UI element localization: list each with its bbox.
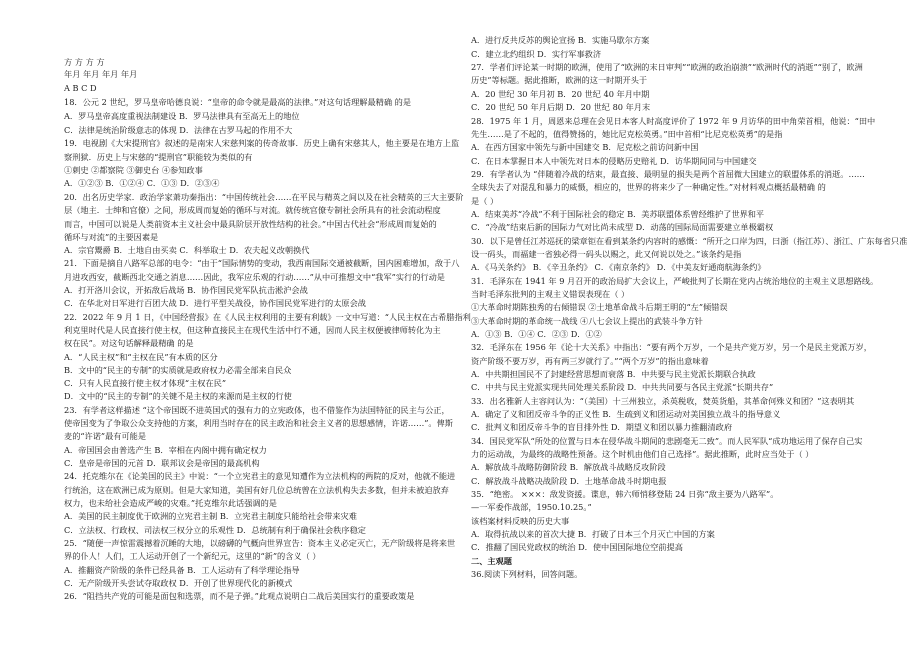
right-text-line: ③大革命时期的革命统一战线 ④八七会议上提出的武装斗争方针 (471, 316, 703, 326)
left-text-line: 18．公元 2 世纪，罗马皇帝哈德良说：“皇帝的命令就是最高的法律。”对这句话理解最精确 的是 (64, 97, 412, 107)
right-text-line: 28．1975 年 1 月，周恩来总理在会见日本客人时高度评价了 1972 年 9 月访华的田中角荣首相，他说：“田中 (471, 116, 876, 126)
left-text-line: 25．“随便一声惊雷震撼着沉睡的大地，以磅礴的气概向世界宣告：资本主义必定灭亡，无产阶级将是将来世 (64, 538, 456, 548)
left-text-line: 权力，也未给社会造成严峻的灾难。”托克维尔此话强调的是 (64, 498, 277, 508)
left-text-line: 而言，中国可以说是人类前资本主义社会中最具阶层开放性结构的社会。”中国古代社会“形成周而复始的 (64, 219, 437, 229)
left-text-line: 行统治，这在欧洲已成为原则。但是大家知道，美国有好几位总统曾在立法机构失去多数，但并未被迫放弃 (64, 485, 449, 495)
left-text-line: A．推翻资产阶级的条件已经具备 B．工人运动有了科学理论指导 (64, 565, 300, 575)
right-text-line: A．进行反共反苏的舆论宣扬 B．实施马歇尔方案 (471, 35, 650, 45)
left-text-line: 察刑狱．历史上与宋慈的“提刑官”职能较为类似的有 (64, 152, 253, 162)
left-text-line: 24．托克维尔在《论美国的民主》中说：“一个立宪君主的意见知遭作为立法机构的两院的反对，他就不能进 (64, 471, 456, 481)
right-text-line: C．建立北约组织 D．实行军事救济 (471, 49, 602, 59)
right-text-line: C．中共与民主党派实现共同处理关系阶段 D．中共共同要与各民主党派“长期共存” (471, 382, 774, 392)
right-text-line: 27．学者们评论某一时期的欧洲，使用了“欧洲的末日审判”“欧洲的政治崩溃”“欧洲时代的消逝”“别了，欧洲 (471, 62, 863, 72)
right-text-line: 33．出名雅新人主容问认为：“（美国）十三州独立，杀英税收，焚英货船，其革命何殊义和团？”这表明其 (471, 396, 855, 406)
right-text-line: 先生……是了不起的，值得赞扬的，她比尼克松英勇。”田中首相“比尼克松英勇”的是指 (471, 129, 783, 139)
right-text-line: 35．“绝密。 ×××：敌发资援。谍息，韩六师悄移登陆 24 日弥“敌主要为八路军”。 (471, 489, 779, 499)
right-text-line: C．在日本掌握日本人中领先对日本的侵略历史赔礼 D．访华期间同与中国建交 (471, 156, 757, 166)
right-text-line: C．批判义和团反帝斗争的盲目排外性 D．期望义和团以暴力推翻清政府 (471, 422, 733, 432)
left-text-line: C．皇帝是帝国的元首 D．联邦议会是帝国的最高机构 (64, 458, 260, 468)
right-text-line: 是（ ） (471, 196, 499, 206)
left-text-line: C．立法权、行政权、司法权三权分立的乐观性 D．总统制有利于确保社会秩序稳定 (64, 525, 366, 535)
right-text-line: 历史”等标题。据此推断，欧洲的这一时期开头于 (471, 75, 648, 85)
right-text-line: A．中共期担国民不了封建经营思想而衰落 B．中共要与民主党派长期联合执政 (471, 369, 756, 379)
left-text-line: C．只有人民直接行使主权才体现“主权在民” (64, 378, 227, 388)
right-text-line: ①大革命时期陈独秀的右倾错误 ②土地革命战斗后期王明的“左”倾错误 (471, 302, 728, 312)
right-text-line: 32．毛泽东在 1956 年《论十大关系》中指出：“要有两个万岁，一个是共产党万岁，另一个是民主党派万岁， (471, 342, 872, 352)
left-text-line: A．罗马皇帝高度重视法制建设 B．罗马法律具有至高无上的地位 (64, 111, 300, 121)
left-text-line: 22．2022 年 9 月 1 日，《中国经营报》在《人民主权利用的主要有利载》一文中写道：“人民主权在古希腊指利 (64, 312, 471, 322)
left-text-line: 月进攻西安，截断西北交通之消息……因此，我军应乐观的行动……”从中可推想文中“我军”实行的行动是 (64, 272, 445, 282)
left-text-line: 利克里时代是人民直接行使主权，但这种直接民主在现代生活中行不通，因而人民主权便被律师转化为主 (64, 325, 441, 335)
right-text-line: A．确定了义和团反帝斗争的正义性 B．生疏到义和团运动对美国独立战斗的指导意义 (471, 409, 781, 419)
left-text-line: 方 方 方 方 (64, 57, 105, 67)
right-text-line: 34．国民党军队“所处的位置与日本在侵华战斗期间的悲剧毫无二致”。而人民军队“成功地运用了保存自己实 (471, 436, 863, 446)
right-text-line: C．“冷战”结束后新的国际力气对比尚未成型 D．动荡的国际局面需要建立单极霸权 (471, 222, 774, 232)
left-text-line: 使帝国变为了争取公众支持他的方案，利用当时存在的民主政治和社会主义者的思想感情，许诺……”。俾斯 (64, 418, 453, 428)
right-text-line: 29．有学者认为 “伴随着冷战的结束，最直接、最明显的损失是两个首屈微大国建立的联盟体系的消逝。…… (471, 169, 865, 179)
right-text-line: 资产阶级不要万岁，再有两三岁就行了。”“两个万岁”的指出意味着 (471, 356, 709, 366)
left-text-line: C．无产阶级开头尝试夺取政权 D．开创了世界现代化的新模式 (64, 578, 293, 588)
left-text-line: A．帝国国会由普选产生 B．宰相在内阁中拥有确定权力 (64, 445, 267, 455)
left-text-line: 层（地主．士绅和官僚）之间，形成周而复始的循环与对流。就传统官僚专制社会所具有的社会流动程度 (64, 205, 441, 215)
right-text-line: 力的运动战，为最终的战略性预备。这个时机由他们自己选择”。据此推断，此时应当处于（ ） (471, 449, 814, 459)
right-text-line: A．取得抗战以来的首次大捷 B．打破了日本三个月灭亡中国的方案 (471, 529, 715, 539)
right-text-line: C．20 世纪 50 年月后期 D．20 世纪 80 年月末 (471, 102, 651, 112)
right-text-line: A．《马关条约》 B．《辛丑条约》 C．《南京条约》 D．《中美友好通商航海条约》 (471, 262, 766, 272)
right-text-line: A．解放战斗战略防御阶段 B．解放战斗战略反攻阶段 (471, 462, 666, 472)
left-text-line: A．打开洛川会议，开拓敌后战场 B．协作国民党军队抗击淞沪会战 (64, 285, 308, 295)
left-text-line: ①刺史 ②都察院 ③御史台 ④参知政事 (64, 165, 203, 175)
left-text-line: 26．“阻挡共产党的可能是面包和选票，而不是子弹。”此观点说明白二战后美国实行的重要政策是 (64, 591, 415, 601)
left-text-line: 19．电视剧《大宋提刑官》叙述的是南宋人宋慈判案的传奇故事．历史上确有宋慈其人，他主要是在地方上监 (64, 138, 460, 148)
left-text-line: 麦的“许诺”最有可能是 (64, 431, 147, 441)
left-text-line: 20．出名历史学家．政治学家萧功秦指出：“中国传统社会……在平民与精英之间以及在社会精英的三大主要阶 (64, 192, 464, 202)
left-text-line: A．①②③ B．①②④ C．①③ D．②③④ (64, 178, 220, 188)
right-text-line: C．推翻了国民党政权的统治 D．使中国国际地位空前提高 (471, 542, 683, 552)
left-text-line: A．宗官鬻爵 B．土地自由买卖 C．科举取士 D．农夫起义改朝换代 (64, 245, 310, 255)
left-text-line: 权在民”。对这句话解释最精确 的是 (64, 338, 194, 348)
right-text-line: —一军委作战部，1950.10.25。” (471, 502, 592, 512)
left-text-line: 21．下面是摘自八路军总部的电令：“由于“国际情势的变动，我西南国际交通被截断，国内困难增加，敌于八 (64, 258, 460, 268)
right-text-line: 全球失去了对混乱和暴力的威慑，相应的，世界的将来少了一种确定性。”对材料观点概括最精确 的 (471, 182, 826, 192)
left-text-line: C．在华北对日军进行百团大战 D．进行平型关战役，协作国民党军进行的太原会战 (64, 298, 366, 308)
left-text-line: 界的仆人！人们，工人运动开创了一个新纪元，这里的“新”的含义（ ） (64, 551, 321, 561)
right-text-line: A．结束美苏“冷战”不利于国际社会的稳定 B．美苏联盟体系曾经维护了世界和平 (471, 209, 765, 219)
left-text-line: D．文中的“民主的专制”的关键不是主权的来源而是主权的行使 (64, 391, 292, 401)
right-text-line: A．①③ B．①④ C．②③ D．①② (471, 329, 602, 339)
right-text-line: 36.阅读下列材料，回答问题。 (471, 569, 583, 579)
left-text-line: A．“人民主权”和“主权在民”有本质的区分 (64, 352, 218, 362)
right-text-line: A．在西方国家中领先与新中国建交 B．尼克松之前访问新中国 (471, 142, 699, 152)
right-text-line: 当时毛泽东批判的主观主义错误表现在（ ） (471, 289, 630, 299)
right-text-line: 该档案材料反映的历史大事 (471, 516, 570, 526)
right-text-line: C．解放战斗战略决战阶段 D．土地革命战斗时期电报 (471, 476, 667, 486)
left-text-line: 年月 年月 年月 年月 (64, 69, 138, 79)
right-text-line: 31．毛泽东在 1941 年 9 月召开的政治局扩大会议上，严峻批判了长期在党内占统治地位的主观主义思想路线。 (471, 276, 879, 286)
left-text-line: A B C D (64, 83, 97, 93)
right-text-line: A．20 世纪 30 年月初 B．20 世纪 40 年月中期 (471, 89, 650, 99)
left-text-line: C．法律是统治阶级意志的体现 D．法律在古罗马起的作用不大 (64, 125, 293, 135)
right-text-line: 30．以下是曾任江苏巡抚的梁章钜在看到某条约内容时的感慨：“所开之口岸为四，曰浙（指江苏）、浙江、广东每省只准 (471, 236, 908, 246)
left-text-line: B．文中的“民主的专制”的实质就是政府权力必需全部来自民众 (64, 365, 292, 375)
left-text-line: 循环与对流”的主要因素是 (64, 232, 159, 242)
left-text-line: A．美国的民主制度优于欧洲的立宪君主制 B．立宪君主制度只能给社会带来灾难 (64, 511, 357, 521)
left-text-line: 23．有学者这样描述 “这个帝国既不进英国式的强有力的立宪政体，也不借鉴作为法国特征的民主与公正， (64, 405, 450, 415)
right-text-line: 二、主观题 (471, 556, 512, 566)
right-text-line: 设一码头，而福建一省独必得一码头以赐之，此又何说以处之。”该条约是指 (471, 249, 742, 259)
